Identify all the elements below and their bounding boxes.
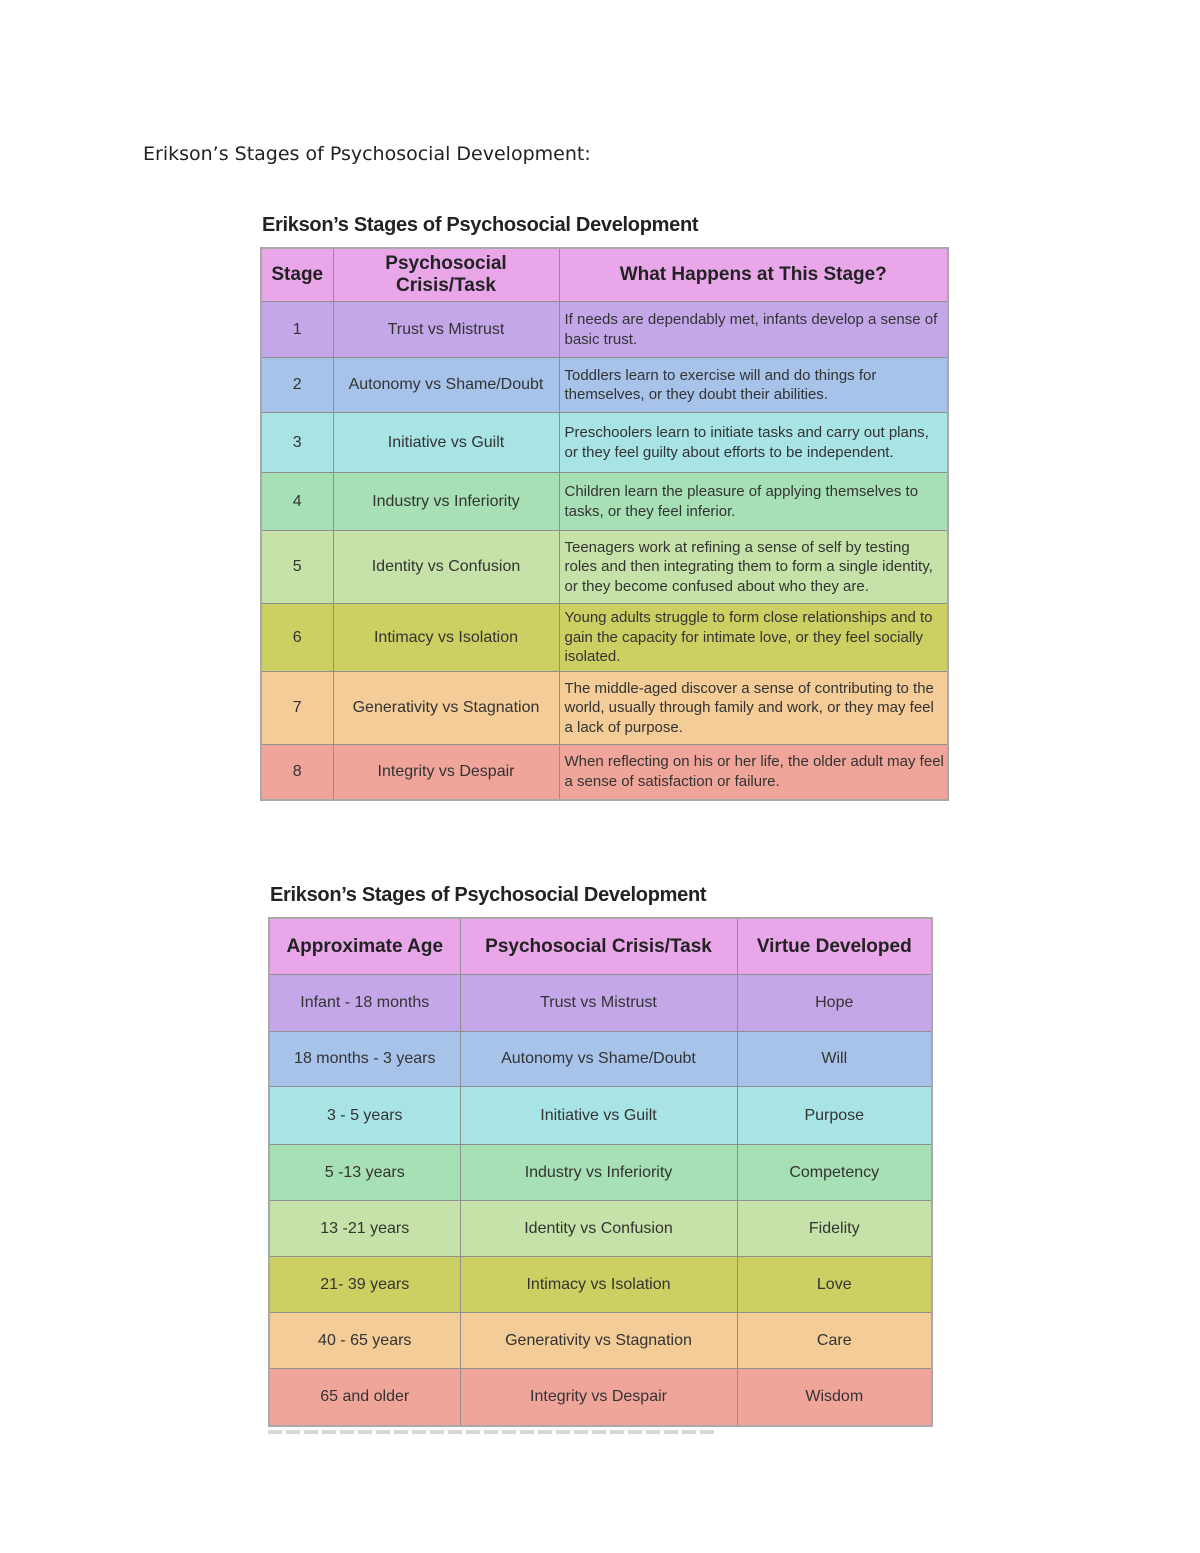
age-cell: 40 - 65 years bbox=[269, 1313, 460, 1369]
figure2-title: Erikson’s Stages of Psychosocial Development bbox=[270, 884, 707, 906]
header-age: Approximate Age bbox=[269, 918, 460, 975]
crisis-cell: Autonomy vs Shame/Doubt bbox=[460, 1032, 737, 1087]
virtue-cell: Purpose bbox=[737, 1087, 932, 1145]
description-cell: Toddlers learn to exercise will and do things for themselves, or they doubt their abilities. bbox=[559, 358, 948, 413]
table-row bbox=[269, 1257, 932, 1313]
age-cell: 21- 39 years bbox=[269, 1257, 460, 1313]
crisis-cell: Trust vs Mistrust bbox=[460, 975, 737, 1032]
stage-cell: 2 bbox=[261, 358, 333, 413]
age-cell: 18 months - 3 years bbox=[269, 1032, 460, 1087]
stages-table bbox=[260, 247, 949, 801]
crisis-cell: Autonomy vs Shame/Doubt bbox=[333, 358, 559, 413]
description-cell: Preschoolers learn to initiate tasks and carry out plans, or they feel guilty about efforts to be independent. bbox=[559, 413, 948, 473]
table-row bbox=[261, 473, 948, 531]
stage-cell: 1 bbox=[261, 302, 333, 358]
figure1-title: Erikson’s Stages of Psychosocial Development bbox=[262, 214, 699, 236]
table-row bbox=[261, 413, 948, 473]
table-row bbox=[261, 604, 948, 672]
stages-table-header bbox=[261, 248, 948, 302]
description-cell: When reflecting on his or her life, the older adult may feel a sense of satisfaction or failure. bbox=[559, 745, 948, 800]
table-row bbox=[261, 672, 948, 745]
stage-cell: 4 bbox=[261, 473, 333, 531]
virtue-cell: Competency bbox=[737, 1145, 932, 1201]
stage-cell: 8 bbox=[261, 745, 333, 800]
table-row bbox=[261, 358, 948, 413]
description-cell: Children learn the pleasure of applying themselves to tasks, or they feel inferior. bbox=[559, 473, 948, 531]
crisis-cell: Integrity vs Despair bbox=[460, 1369, 737, 1426]
age-cell: 13 -21 years bbox=[269, 1201, 460, 1257]
age-cell: 5 -13 years bbox=[269, 1145, 460, 1201]
crisis-cell: Generativity vs Stagnation bbox=[460, 1313, 737, 1369]
age-cell: 65 and older bbox=[269, 1369, 460, 1426]
age-cell: 3 - 5 years bbox=[269, 1087, 460, 1145]
stage-cell: 6 bbox=[261, 604, 333, 672]
crisis-cell: Initiative vs Guilt bbox=[333, 413, 559, 473]
document-heading: Erikson’s Stages of Psychosocial Development: bbox=[143, 143, 591, 165]
header-crisis: Psychosocial Crisis/Task bbox=[460, 918, 737, 975]
virtue-cell: Care bbox=[737, 1313, 932, 1369]
table-row bbox=[269, 1313, 932, 1369]
stage-cell: 5 bbox=[261, 531, 333, 604]
footnote-smudge bbox=[268, 1430, 718, 1434]
virtue-cell: Wisdom bbox=[737, 1369, 932, 1426]
crisis-cell: Identity vs Confusion bbox=[333, 531, 559, 604]
header-what-happens: What Happens at This Stage? bbox=[559, 248, 948, 302]
table-row bbox=[269, 1201, 932, 1257]
virtue-cell: Love bbox=[737, 1257, 932, 1313]
crisis-cell: Identity vs Confusion bbox=[460, 1201, 737, 1257]
crisis-cell: Intimacy vs Isolation bbox=[460, 1257, 737, 1313]
virtue-cell: Hope bbox=[737, 975, 932, 1032]
crisis-cell: Industry vs Inferiority bbox=[460, 1145, 737, 1201]
description-cell: The middle-aged discover a sense of contributing to the world, usually through family and work, or they may feel a lack of purpose. bbox=[559, 672, 948, 745]
crisis-cell: Industry vs Inferiority bbox=[333, 473, 559, 531]
crisis-cell: Generativity vs Stagnation bbox=[333, 672, 559, 745]
crisis-cell: Intimacy vs Isolation bbox=[333, 604, 559, 672]
stage-cell: 7 bbox=[261, 672, 333, 745]
header-virtue: Virtue Developed bbox=[737, 918, 932, 975]
virtue-cell: Will bbox=[737, 1032, 932, 1087]
age-cell: Infant - 18 months bbox=[269, 975, 460, 1032]
description-cell: Young adults struggle to form close relationships and to gain the capacity for intimate love, or they feel socially isolated. bbox=[559, 604, 948, 672]
crisis-cell: Integrity vs Despair bbox=[333, 745, 559, 800]
virtues-table bbox=[268, 917, 933, 1427]
table-row bbox=[269, 975, 932, 1032]
header-crisis: Psychosocial Crisis/Task bbox=[333, 248, 559, 302]
crisis-cell: Trust vs Mistrust bbox=[333, 302, 559, 358]
description-cell: Teenagers work at refining a sense of self by testing roles and then integrating them to form a single identity, or they become confused about who they are. bbox=[559, 531, 948, 604]
table-row bbox=[269, 1145, 932, 1201]
table-row bbox=[261, 302, 948, 358]
table-row bbox=[269, 1369, 932, 1426]
table-row bbox=[261, 745, 948, 800]
virtues-table-header bbox=[269, 918, 932, 975]
table-row bbox=[261, 531, 948, 604]
table-row bbox=[269, 1087, 932, 1145]
table-row bbox=[269, 1032, 932, 1087]
stage-cell: 3 bbox=[261, 413, 333, 473]
virtue-cell: Fidelity bbox=[737, 1201, 932, 1257]
description-cell: If needs are dependably met, infants develop a sense of basic trust. bbox=[559, 302, 948, 358]
crisis-cell: Initiative vs Guilt bbox=[460, 1087, 737, 1145]
header-stage: Stage bbox=[261, 248, 333, 302]
